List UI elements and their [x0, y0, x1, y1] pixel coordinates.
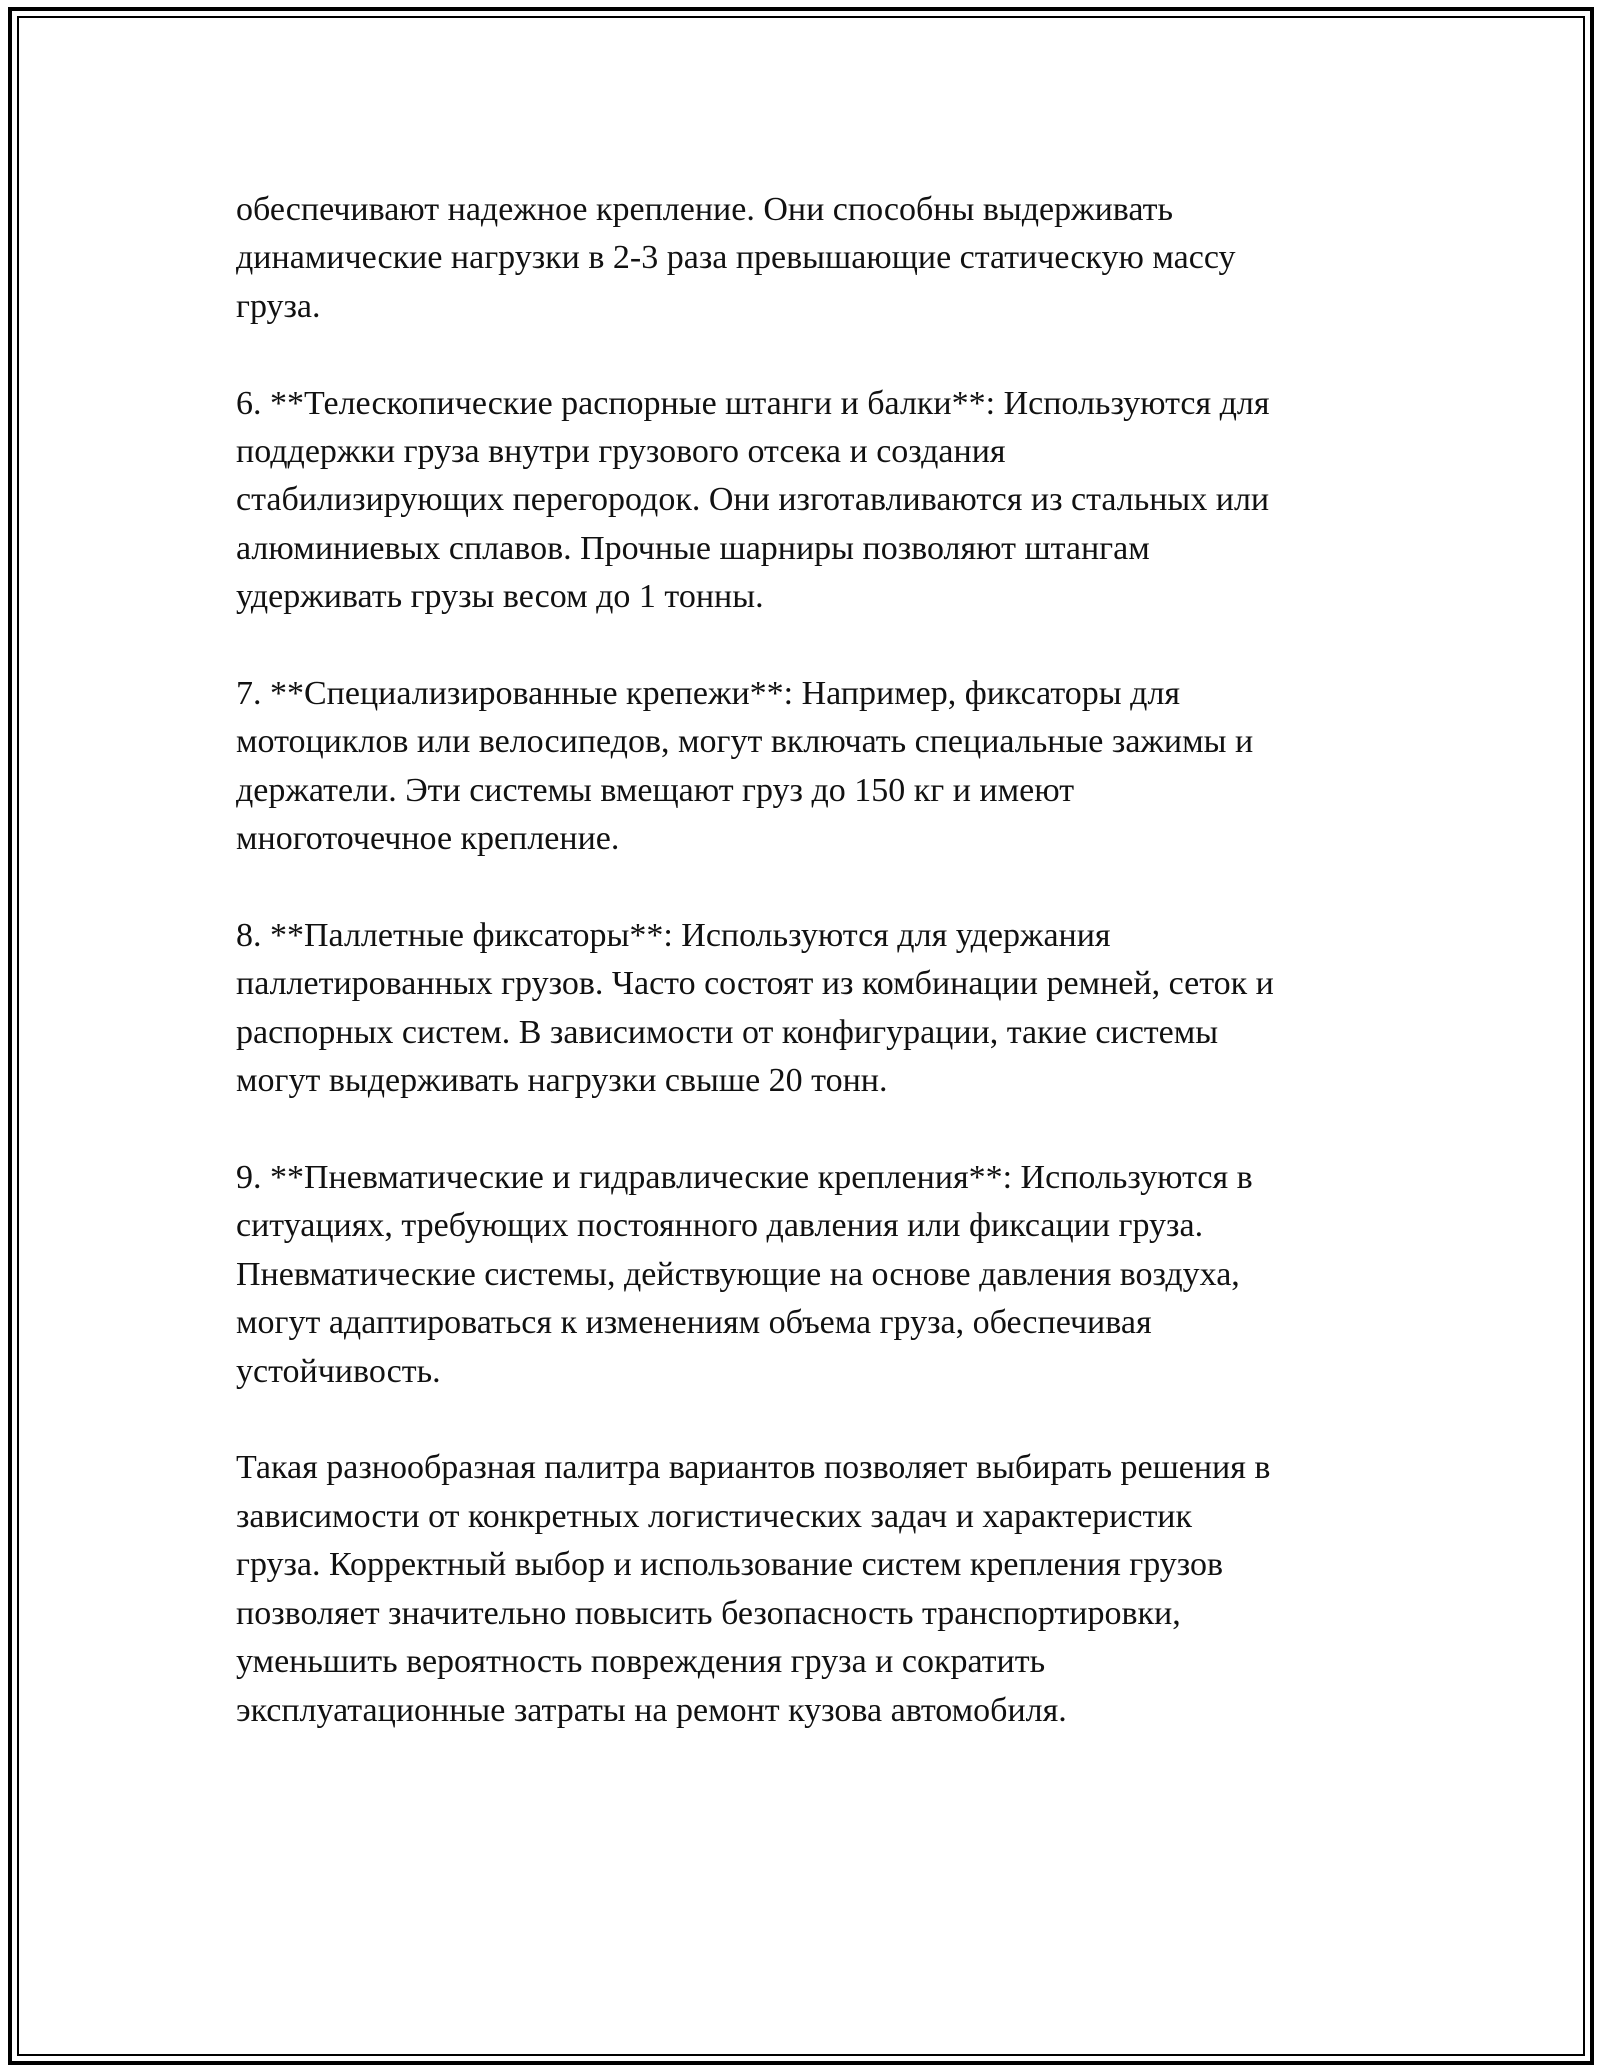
- paragraph-item-8: 8. **Паллетные фиксаторы**: Используются для удержания паллетированных грузов. Часто состоят из комбинации ремней, сеток и распорных систем. В зависимости от конфигурации, такие системы могут выдерживать нагрузки свыше 20 тонн.: [236, 917, 1274, 1100]
- paragraph-continuation: обеспечивают надежное крепление. Они способны выдерживать динамические нагрузки в 2-3 раза превышающие статическую массу груза.: [236, 191, 1236, 325]
- document-body: [236, 186, 1376, 1735]
- paragraph-conclusion: Такая разнообразная палитра вариантов позволяет выбирать решения в зависимости от конкретных логистических задач и характеристик груза. Корректный выбор и использование систем крепления грузов позволяет значительно повысить безопасность транспортировки, уменьшить вероятность повреждения груза и сократить эксплуатационные затраты на ремонт кузова автомобиля.: [236, 1449, 1271, 1729]
- paragraph-item-6: 6. **Телескопические распорные штанги и балки**: Используются для поддержки груза внутри грузового отсека и создания стабилизирующих перегородок. Они изготавливаются из стальных или алюминиевых сплавов. Прочные шарниры позволяют штангам удерживать грузы весом до 1 тонны.: [236, 384, 1270, 616]
- paragraph-item-7: 7. **Специализированные крепежи**: Например, фиксаторы для мотоциклов или велосипедов, могут включать специальные зажимы и держатели. Эти системы вмещают груз до 150 кг и имеют многоточечное крепление.: [236, 675, 1254, 858]
- paragraph-item-9: 9. **Пневматические и гидравлические крепления**: Используются в ситуациях, требующих постоянного давления или фиксации груза. Пневматические системы, действующие на основе давления воздуха, могут адаптироваться к изменениям объема груза, обеспечивая устойчивость.: [236, 1159, 1253, 1390]
